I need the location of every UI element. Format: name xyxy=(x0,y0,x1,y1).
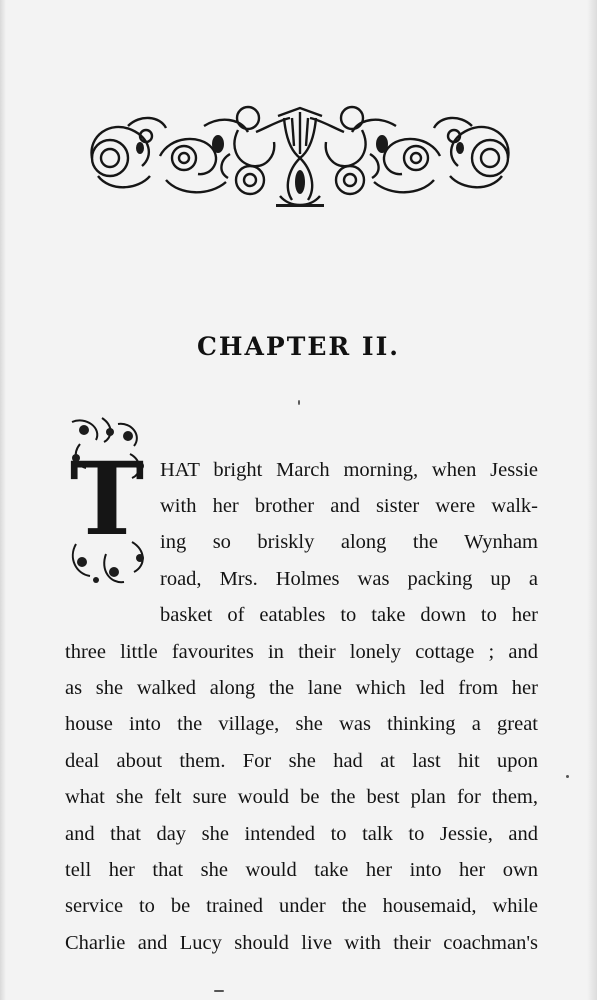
text-line-14: Charlie and Lucy should live with their coachman's xyxy=(65,932,538,954)
scan-speck xyxy=(298,400,300,405)
page-edge-right xyxy=(587,0,597,1000)
scan-speck xyxy=(214,990,224,992)
text-line-7: as she walked along the lane which led from her xyxy=(65,677,538,699)
headpiece-ornament xyxy=(80,96,520,214)
text-line-10: what she felt sure would be the best plan for them, xyxy=(65,786,538,808)
text-line-4: road, Mrs. Holmes was packing up a xyxy=(160,568,538,590)
scan-speck xyxy=(566,775,569,778)
text-line-1: HAT bright March morning, when Jessie xyxy=(160,459,538,481)
drop-cap-ornament xyxy=(62,414,152,590)
text-line-13: service to be trained under the housemaid, while xyxy=(65,895,538,917)
text-line-6: three little favourites in their lonely cottage ; and xyxy=(65,641,538,663)
text-line-5: basket of eatables to take down to her xyxy=(160,604,538,626)
text-line-8: house into the village, she was thinking a great xyxy=(65,713,538,735)
text-line-9: deal about them. For she had at last hit upon xyxy=(65,750,538,772)
text-line-12: tell her that she would take her into her own xyxy=(65,859,538,881)
drop-cap-letter: T xyxy=(69,440,145,558)
text-line-3: ing so briskly along the Wynham xyxy=(160,531,538,553)
text-line-11: and that day she intended to talk to Jessie, and xyxy=(65,823,538,845)
page-edge-left xyxy=(0,0,6,1000)
chapter-title: CHAPTER II. xyxy=(197,332,400,361)
text-line-2: with her brother and sister were walk- xyxy=(160,495,538,517)
